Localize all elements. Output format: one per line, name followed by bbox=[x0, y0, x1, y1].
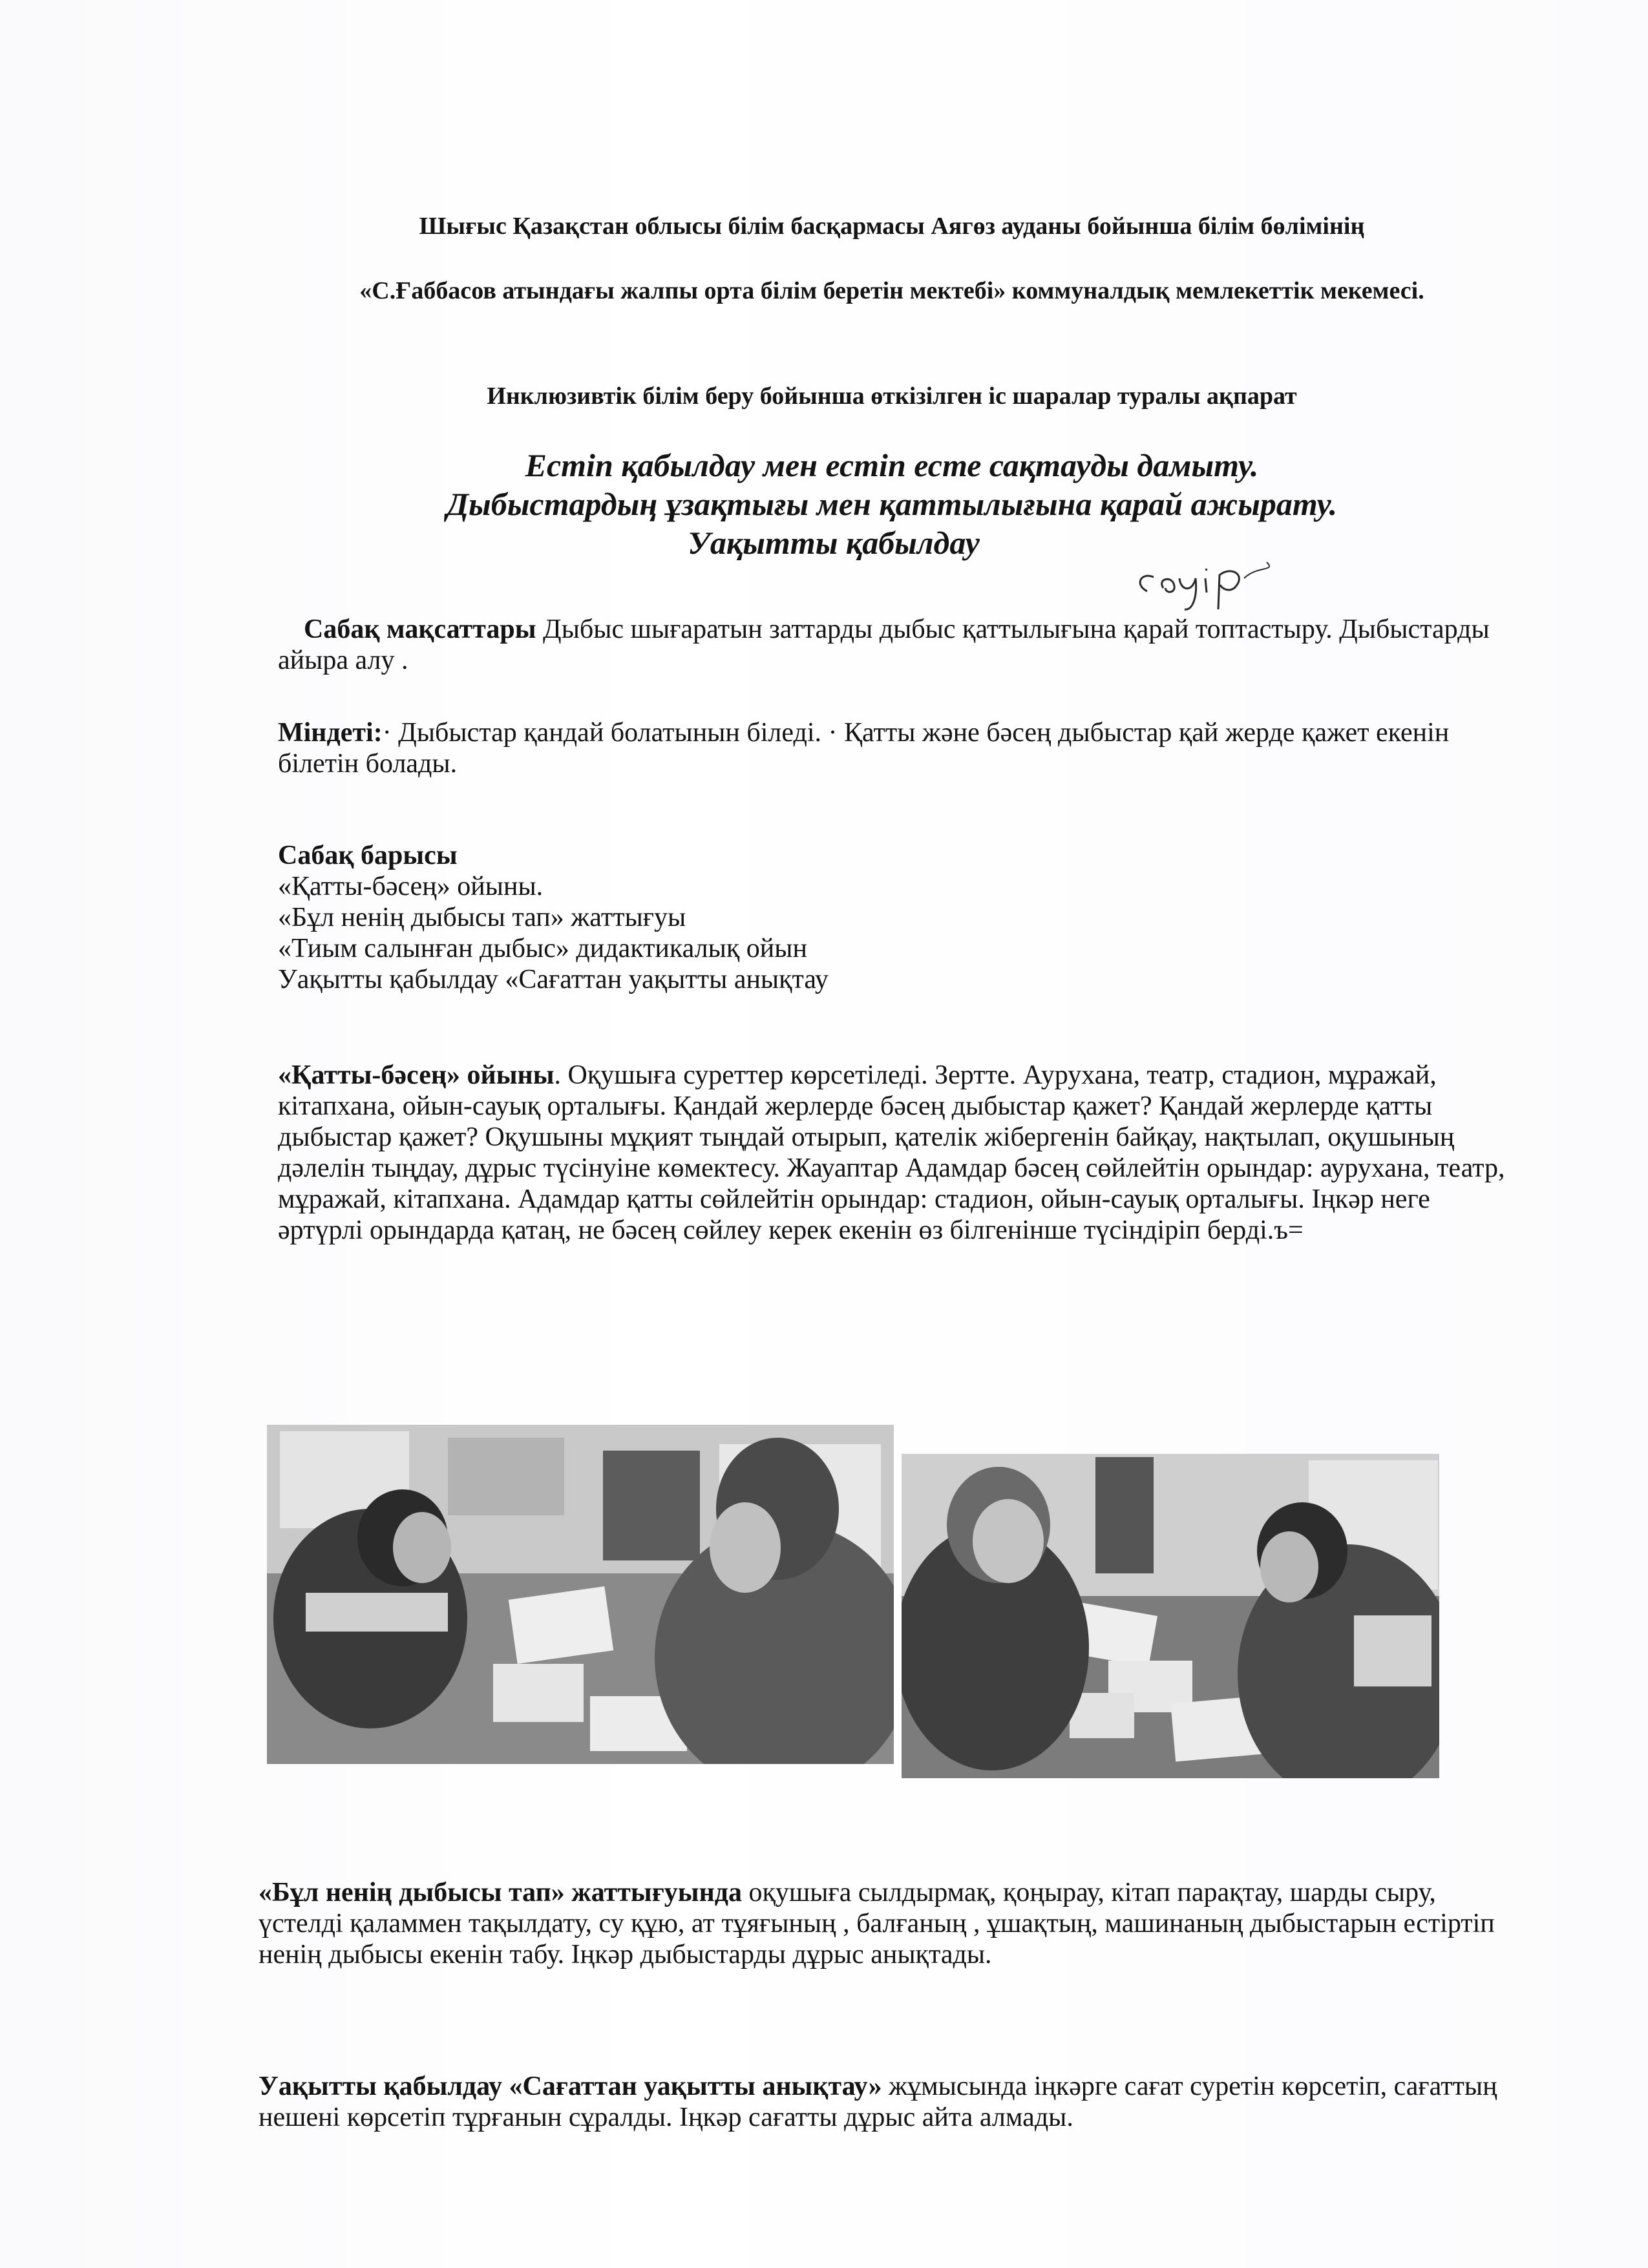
list-item: Уақытты қабылдау «Сағаттан уақытты анықтау bbox=[278, 965, 829, 994]
sound-guess-exercise-text: оқушыға сылдырмақ, қоңырау, кітап парақтау, шарды сыру, үстелді қаламмен тақылдату, су құю, ат тұяғының , балғаның , ұшақтың, машинаның дыбыстарын естіртіп ненің дыбысы екенін табу. Іңкәр дыбыстарды дұрыс анықтады. bbox=[259, 1878, 1495, 1969]
lesson-progress-label: Сабақ барысы bbox=[278, 841, 458, 870]
time-perception-exercise-text: жұмысында іңкәрге сағат суретін көрсетіп, сағаттың нешені көрсетіп тұрғанын сұралды. Іңкәр сағатты дұрыс айта алмады. bbox=[259, 2072, 1497, 2132]
header-report-title: Инклюзивтік білім беру бойынша өткізілген іс шаралар туралы ақпарат bbox=[487, 383, 1297, 410]
list-item: «Бұл ненің дыбысы тап» жаттығуы bbox=[278, 903, 686, 932]
loud-quiet-game bbox=[278, 1060, 1519, 1246]
lesson-title-line-3: Уақытты қабылдау bbox=[688, 525, 980, 561]
sound-guess-exercise bbox=[259, 1877, 1499, 1970]
header-organization: Шығыс Қазақстан облысы білім басқармасы Аягөз ауданы бойынша білім бөлімінің bbox=[419, 213, 1365, 240]
lesson-tasks-label: Міндеті: bbox=[278, 718, 383, 748]
time-perception-exercise-label: Уақытты қабылдау «Сағаттан уақытты анықтау» bbox=[259, 2072, 882, 2101]
lesson-goals bbox=[278, 614, 1519, 676]
list-item: «Қатты-бәсең» ойыны. bbox=[278, 872, 544, 901]
photo-student-with-teacher-right bbox=[902, 1454, 1439, 1778]
lesson-tasks bbox=[278, 717, 1519, 779]
lesson-goals-text: Дыбыс шығаратын заттарды дыбыс қаттылығына қарай топтастыру. Дыбыстарды айыра алу . bbox=[278, 614, 1490, 675]
header-school: «С.Ғаббасов атындағы жалпы орта білім беретін мектебі» коммуналдық мемлекеттік мекемесі. bbox=[359, 277, 1424, 304]
lesson-title-line-1: Естіп қабылдау мен естіп есте сақтауды дамыту. bbox=[525, 447, 1259, 483]
lesson-title-line-2: Дыбыстардың ұзақтығы мен қаттылығына қарай ажырату. bbox=[446, 486, 1338, 522]
loud-quiet-game-text: . Оқушыға суреттер көрсетіледі. Зертте. Аурухана, театр, стадион, мұражай, кітапхана, ойын-сауық орталығы. Қандай жерлерде бәсең дыбыстар қажет? Қандай жерлерде қатты дыбыстар қажет? Оқушыны мұқият тыңдай отырып, қателік жібергенін байқау, нақтылап, оқушының дәлелін тыңдау, дұрыс түсінуіне көмектесу. Жауаптар Адамдар бәсең сөйлейтін орындар: аурухана, театр, мұражай, кітапхана. Адамдар қатты сөйлейтін орындар: стадион, ойын-сауық орталығы. Іңкәр неге әртүрлі орындарда қатаң, не бәсең сөйлеу керек екенін өз білгенінше түсіндіріп берді.ъ= bbox=[278, 1060, 1505, 1245]
photo-student-with-teacher-left bbox=[267, 1425, 894, 1764]
lesson-goals-label: Сабақ мақсаттары bbox=[304, 614, 536, 644]
lesson-tasks-text: · Дыбыстар қандай болатынын біледі. · Қатты және бәсең дыбыстар қай жерде қажет екенін білетін болады. bbox=[278, 718, 1450, 779]
time-perception-exercise bbox=[259, 2071, 1499, 2133]
loud-quiet-game-label: «Қатты-бәсең» ойыны bbox=[278, 1060, 555, 1090]
handwritten-signature bbox=[1128, 552, 1296, 614]
list-item: «Тиым салынған дыбыс» дидактикалық ойын bbox=[278, 934, 807, 963]
lesson-title bbox=[323, 446, 1461, 562]
lesson-progress bbox=[278, 840, 1519, 995]
sound-guess-exercise-label: «Бұл ненің дыбысы тап» жаттығуында bbox=[259, 1878, 743, 1907]
